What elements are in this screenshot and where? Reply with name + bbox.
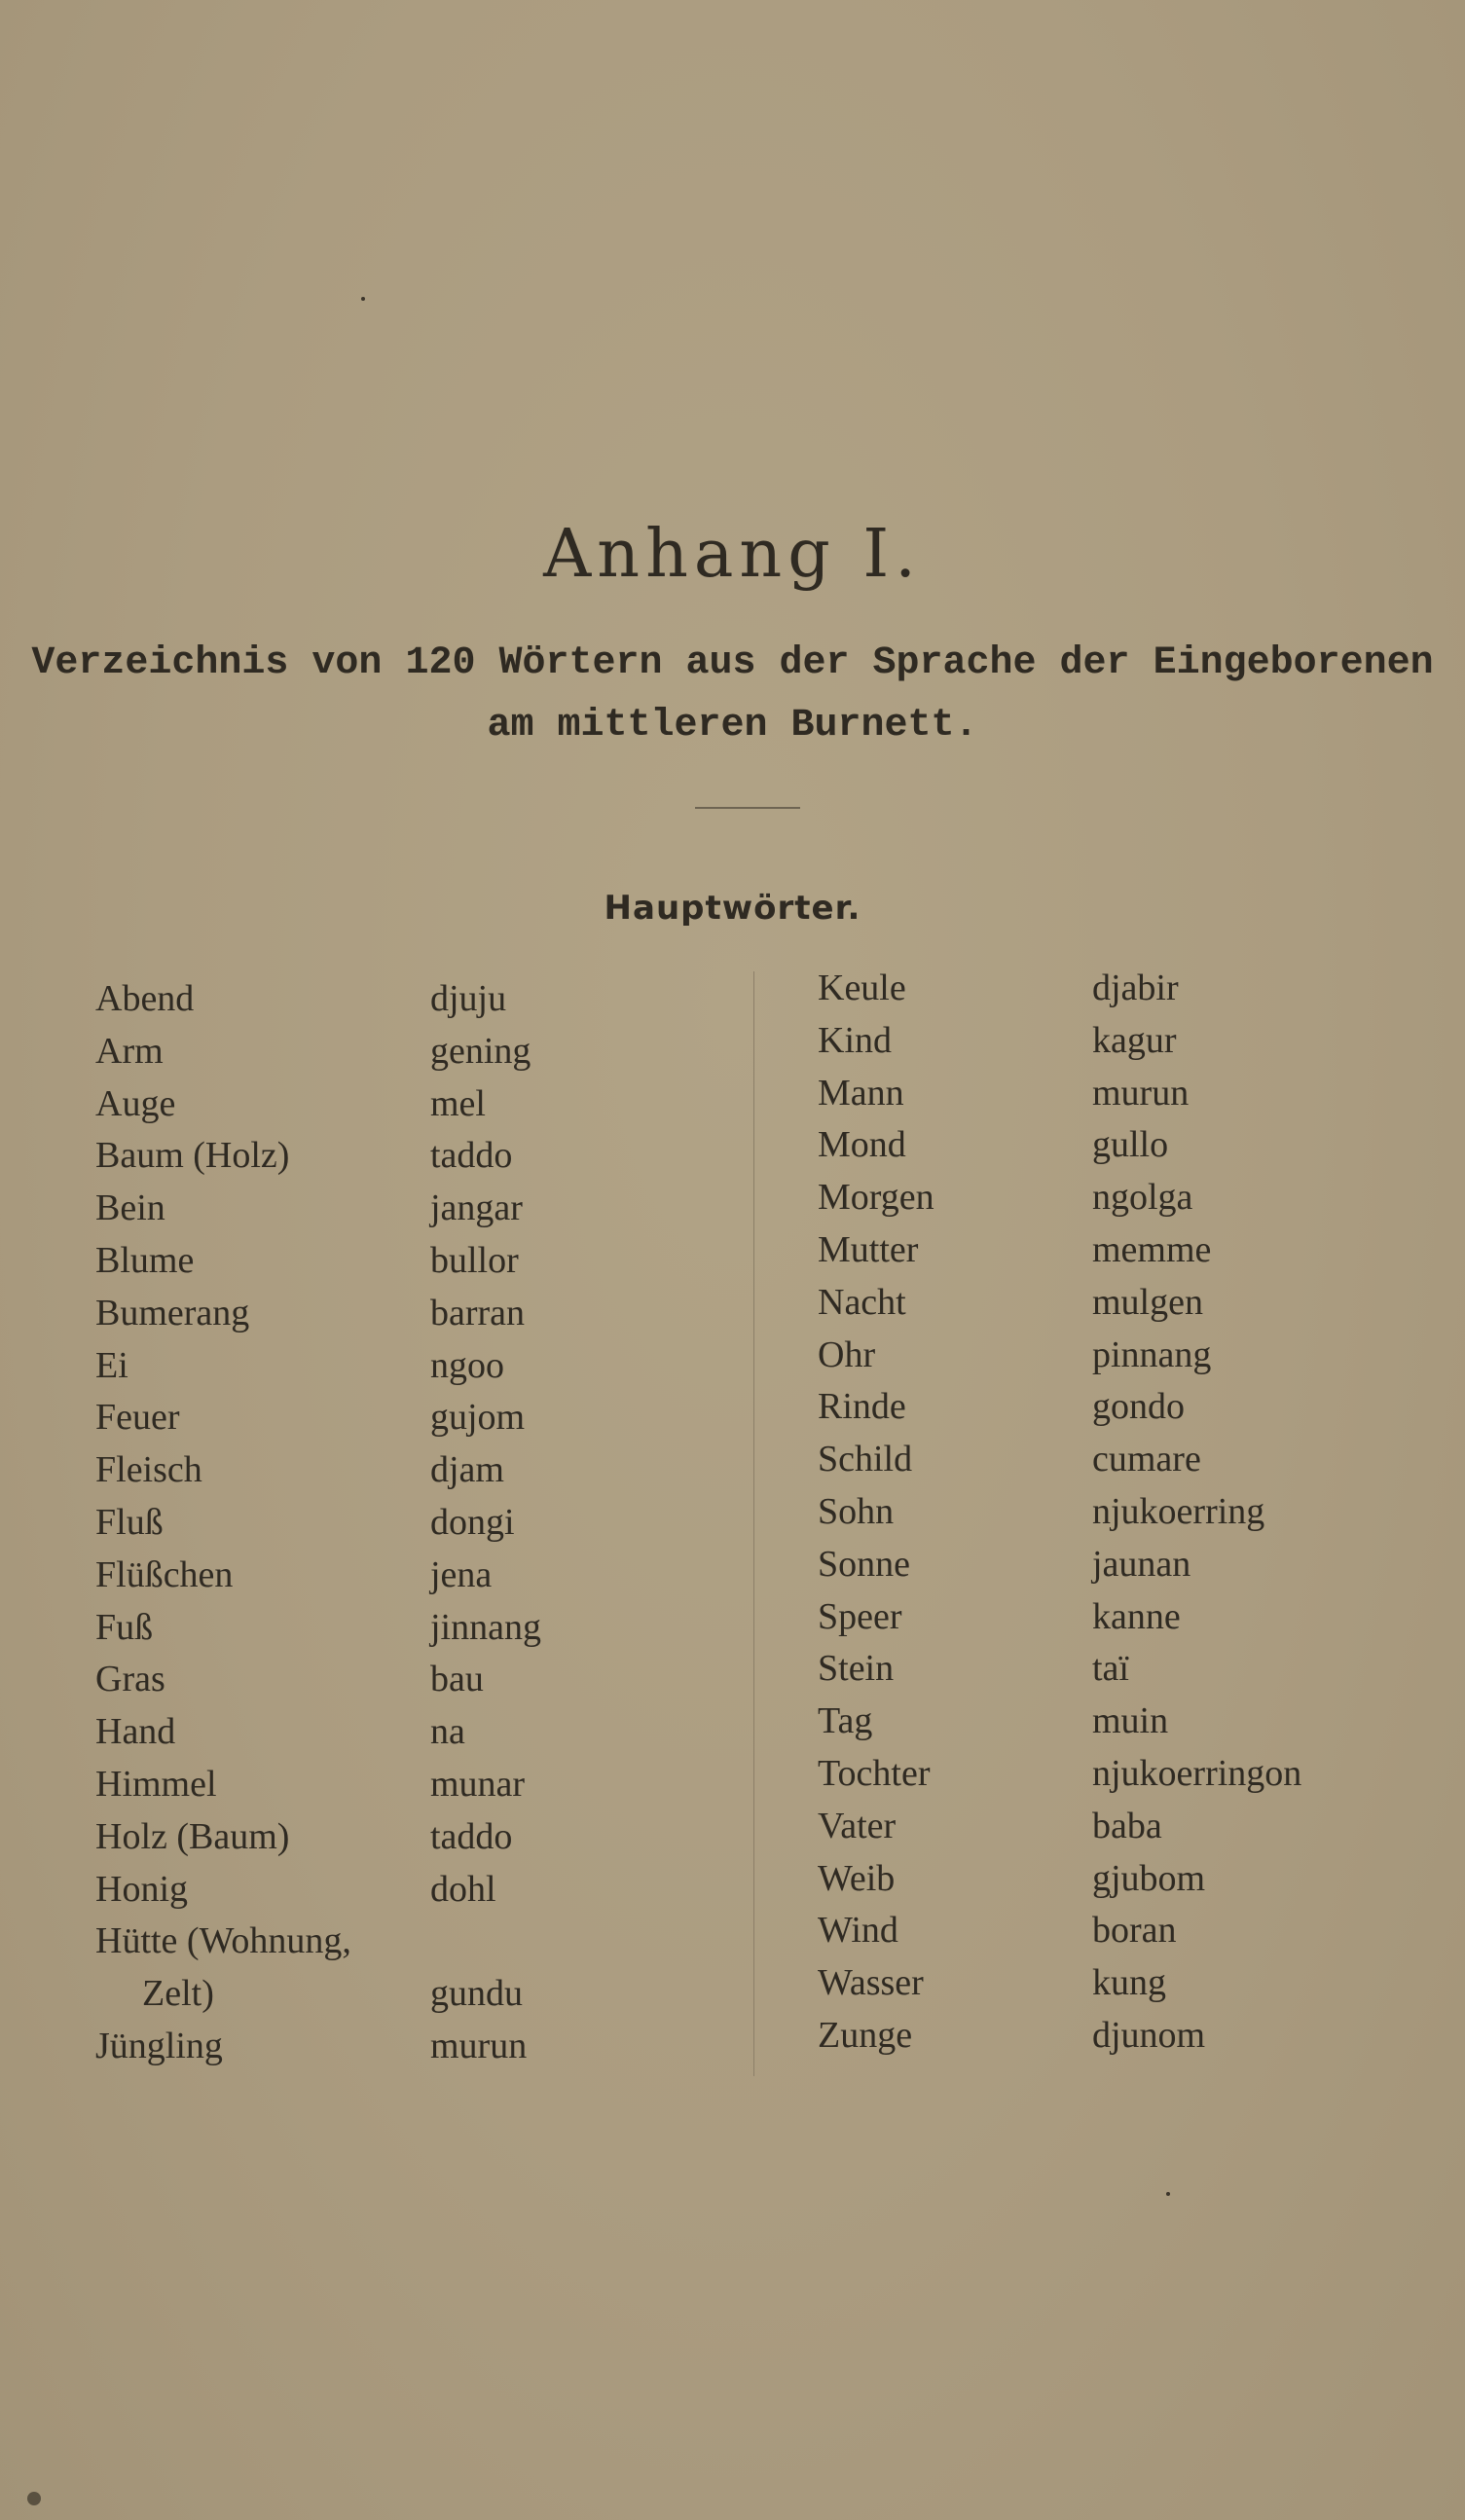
- right-native-word: taï: [1092, 1648, 1129, 1690]
- right-german-word: Wind: [818, 1910, 898, 1952]
- document-subtitle: [0, 633, 1465, 757]
- left-native-word: jinnang: [430, 1606, 541, 1648]
- left-german-word: Flüßchen: [95, 1553, 234, 1595]
- right-german-word: Sonne: [818, 1543, 910, 1585]
- right-german-word: Tag: [818, 1700, 873, 1742]
- right-native-word: njukoerring: [1092, 1490, 1265, 1532]
- right-native-word: gullo: [1092, 1124, 1169, 1166]
- paper-speck: [361, 297, 365, 301]
- right-german-word: Schild: [818, 1439, 913, 1480]
- right-german-word: Speer: [818, 1595, 902, 1637]
- right-german-word: Zunge: [818, 2014, 913, 2056]
- left-german-word: Bein: [95, 1187, 165, 1229]
- right-native-word: cumare: [1092, 1439, 1201, 1480]
- right-native-word: jaunan: [1092, 1543, 1191, 1585]
- left-native-word: taddo: [430, 1815, 513, 1857]
- left-native-word: jena: [430, 1553, 493, 1595]
- left-native-word: na: [430, 1711, 465, 1753]
- right-native-column: [1092, 963, 1301, 2063]
- right-german-word: Ohr: [818, 1333, 876, 1375]
- left-german-word: Blume: [95, 1239, 195, 1281]
- right-german-word: Sohn: [818, 1490, 895, 1532]
- left-german-word: Abend: [95, 978, 195, 1019]
- right-native-word: pinnang: [1092, 1333, 1212, 1375]
- left-native-word: ngoo: [430, 1344, 504, 1386]
- title-divider-rule: [695, 807, 800, 809]
- right-native-word: ngolga: [1092, 1177, 1193, 1219]
- right-german-word: Mond: [818, 1124, 906, 1166]
- right-native-word: gjubom: [1092, 1857, 1206, 1899]
- right-native-word: djunom: [1092, 2014, 1206, 2056]
- right-german-word: Nacht: [818, 1281, 906, 1323]
- right-native-word: njukoerringon: [1092, 1752, 1302, 1794]
- right-german-word: Mann: [818, 1072, 904, 1114]
- left-german-word: Auge: [95, 1082, 176, 1124]
- right-native-word: baba: [1092, 1805, 1162, 1846]
- subtitle-line-1: Verzeichnis von 120 Wörtern aus der Sprache der Eingeborenen: [31, 641, 1434, 685]
- paper-speck: [1166, 2192, 1170, 2196]
- right-native-word: memme: [1092, 1228, 1212, 1270]
- left-native-word: mel: [430, 1082, 486, 1124]
- right-native-word: kagur: [1092, 1019, 1177, 1061]
- left-native-word: barran: [430, 1292, 526, 1333]
- left-native-word: djuju: [430, 978, 507, 1019]
- left-native-word: taddo: [430, 1135, 513, 1177]
- left-german-word: Baum (Holz): [95, 1135, 290, 1177]
- left-german-word: Fleisch: [95, 1449, 202, 1491]
- right-german-word: Mutter: [818, 1228, 919, 1270]
- left-native-word: gundu: [430, 1973, 523, 2015]
- right-native-word: djabir: [1092, 968, 1179, 1008]
- right-german-word: Tochter: [818, 1752, 931, 1794]
- left-native-word: munar: [430, 1763, 526, 1805]
- right-german-word: Vater: [818, 1805, 897, 1846]
- left-german-word: Arm: [95, 1030, 164, 1072]
- right-german-word: Kind: [818, 1019, 892, 1061]
- left-german-column: [95, 973, 351, 2073]
- left-native-word: bullor: [430, 1239, 519, 1281]
- left-native-word: murun: [430, 2025, 528, 2066]
- right-native-word: kung: [1092, 1962, 1166, 2004]
- left-native-word: [430, 1916, 541, 1968]
- left-native-word: bau: [430, 1659, 484, 1700]
- right-native-word: kanne: [1092, 1595, 1181, 1637]
- left-native-word: gening: [430, 1030, 531, 1072]
- right-german-word: Keule: [818, 968, 906, 1008]
- left-german-word: Jüngling: [95, 2025, 223, 2066]
- left-native-word: jangar: [430, 1187, 523, 1229]
- column-divider: [753, 971, 754, 2076]
- right-native-word: boran: [1092, 1910, 1177, 1952]
- page-title: Anhang I.: [543, 516, 922, 593]
- left-german-word: Hand: [95, 1711, 176, 1753]
- left-native-word: dongi: [430, 1501, 515, 1543]
- right-german-word: Morgen: [818, 1177, 934, 1219]
- paper-speck: [27, 2492, 41, 2505]
- left-german-word: Bumerang: [95, 1292, 250, 1333]
- left-german-word: Feuer: [95, 1397, 180, 1439]
- right-german-column: [818, 963, 934, 2063]
- right-german-word: Rinde: [818, 1386, 906, 1428]
- left-native-word: gujom: [430, 1397, 526, 1439]
- left-german-word: Fluß: [95, 1501, 164, 1543]
- right-native-word: murun: [1092, 1072, 1190, 1114]
- left-native-word: dohl: [430, 1868, 496, 1910]
- left-german-word: Fuß: [95, 1606, 154, 1648]
- left-german-word: Gras: [95, 1659, 165, 1700]
- section-title: Hauptwörter.: [604, 889, 861, 928]
- left-native-column: [430, 973, 541, 2073]
- right-native-word: mulgen: [1092, 1281, 1203, 1323]
- left-german-word: Holz (Baum): [95, 1815, 290, 1857]
- left-german-word: Zelt): [142, 1973, 214, 2015]
- left-german-word: Hütte (Wohnung,: [95, 1920, 351, 1962]
- right-german-word: Weib: [818, 1857, 896, 1899]
- left-german-word: Ei: [95, 1344, 128, 1386]
- right-german-word: Wasser: [818, 1962, 924, 2004]
- left-german-word: Honig: [95, 1868, 188, 1910]
- left-german-word: Himmel: [95, 1763, 217, 1805]
- right-native-word: muin: [1092, 1700, 1169, 1742]
- subtitle-line-2: am mittleren Burnett.: [487, 704, 978, 748]
- left-native-word: djam: [430, 1449, 504, 1491]
- right-german-word: Stein: [818, 1648, 895, 1690]
- right-native-word: gondo: [1092, 1386, 1185, 1428]
